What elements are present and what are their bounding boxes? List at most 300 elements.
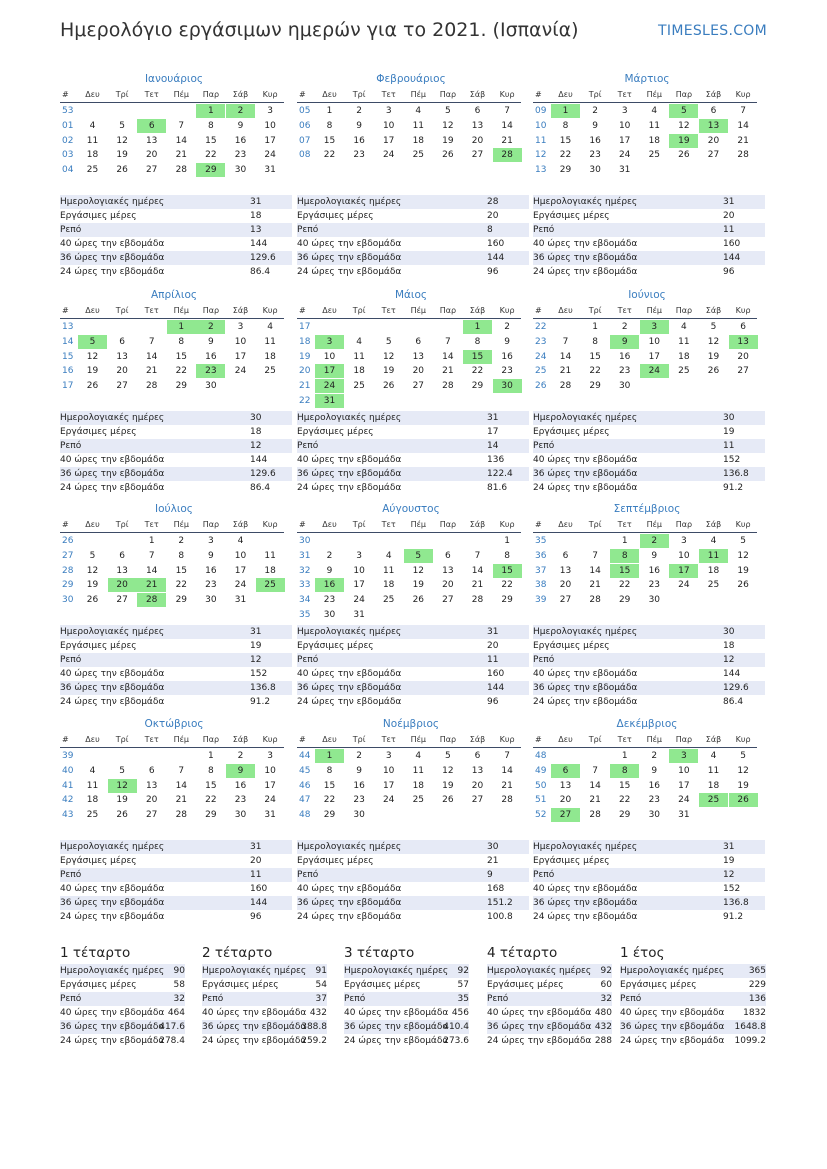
day-cell[interactable]: 18 xyxy=(86,150,99,161)
day-cell[interactable]: 10 xyxy=(353,565,365,576)
day-cell[interactable]: 12 xyxy=(412,565,425,576)
day-cell[interactable]: 18 xyxy=(264,351,276,362)
holiday-day-cell[interactable]: 13 xyxy=(699,119,728,133)
holiday-day-cell[interactable]: 28 xyxy=(493,148,522,162)
holiday-day-cell[interactable]: 15 xyxy=(493,564,522,578)
day-cell[interactable]: 21 xyxy=(737,135,749,146)
day-cell[interactable]: 1 xyxy=(621,751,628,761)
day-cell[interactable]: 5 xyxy=(740,536,746,546)
day-cell[interactable]: 12 xyxy=(737,765,749,776)
day-cell[interactable]: 20 xyxy=(707,135,720,146)
day-cell[interactable]: 31 xyxy=(264,810,276,821)
holiday-day-cell[interactable]: 2 xyxy=(640,534,669,548)
day-cell[interactable]: 6 xyxy=(562,550,569,561)
day-cell[interactable]: 22 xyxy=(175,366,188,377)
day-cell[interactable]: 26 xyxy=(707,366,720,377)
day-cell[interactable]: 19 xyxy=(442,780,454,791)
day-cell[interactable]: 4 xyxy=(651,106,658,116)
day-cell[interactable]: 26 xyxy=(116,810,128,821)
day-cell[interactable]: 28 xyxy=(175,165,188,176)
day-cell[interactable]: 3 xyxy=(385,106,392,116)
day-cell[interactable]: 22 xyxy=(618,580,631,591)
day-cell[interactable]: 18 xyxy=(353,366,365,377)
day-cell[interactable]: 9 xyxy=(651,765,658,776)
day-cell[interactable]: 10 xyxy=(264,120,276,131)
day-cell[interactable]: 12 xyxy=(116,135,128,146)
day-cell[interactable]: 4 xyxy=(415,751,422,761)
day-cell[interactable]: 12 xyxy=(442,765,454,776)
day-cell[interactable]: 6 xyxy=(148,765,155,776)
day-cell[interactable]: 27 xyxy=(471,150,484,161)
day-cell[interactable]: 8 xyxy=(326,765,333,776)
day-cell[interactable]: 30 xyxy=(234,810,247,821)
day-cell[interactable]: 27 xyxy=(442,595,454,606)
day-cell[interactable]: 13 xyxy=(559,780,572,791)
day-cell[interactable]: 11 xyxy=(678,336,690,347)
day-cell[interactable]: 27 xyxy=(412,381,425,392)
day-cell[interactable]: 4 xyxy=(237,536,244,546)
day-cell[interactable]: 6 xyxy=(119,550,125,561)
day-cell[interactable]: 24 xyxy=(234,366,247,377)
day-cell[interactable]: 23 xyxy=(205,580,217,591)
day-cell[interactable]: 30 xyxy=(648,595,661,606)
day-cell[interactable]: 21 xyxy=(442,366,454,377)
holiday-day-cell[interactable]: 6 xyxy=(137,119,166,133)
day-cell[interactable]: 17 xyxy=(234,565,247,576)
day-cell[interactable]: 9 xyxy=(504,336,510,347)
holiday-day-cell[interactable]: 9 xyxy=(226,764,255,778)
day-cell[interactable]: 22 xyxy=(323,150,336,161)
day-cell[interactable]: 31 xyxy=(618,165,631,176)
day-cell[interactable]: 25 xyxy=(412,150,425,161)
day-cell[interactable]: 27 xyxy=(116,595,128,606)
day-cell[interactable]: 5 xyxy=(89,550,96,561)
day-cell[interactable]: 26 xyxy=(412,595,425,606)
day-cell[interactable]: 7 xyxy=(474,550,481,561)
day-cell[interactable]: 23 xyxy=(618,366,631,377)
day-cell[interactable]: 31 xyxy=(234,595,247,606)
day-cell[interactable]: 1 xyxy=(148,536,155,546)
day-cell[interactable]: 22 xyxy=(501,580,513,591)
day-cell[interactable]: 16 xyxy=(501,351,513,362)
day-cell[interactable]: 21 xyxy=(175,150,188,161)
holiday-day-cell[interactable]: 23 xyxy=(196,364,225,378)
day-cell[interactable]: 20 xyxy=(145,150,158,161)
day-cell[interactable]: 10 xyxy=(618,120,631,131)
day-cell[interactable]: 19 xyxy=(707,351,720,362)
day-cell[interactable]: 20 xyxy=(442,580,454,591)
day-cell[interactable]: 30 xyxy=(353,810,365,821)
holiday-day-cell[interactable]: 25 xyxy=(256,578,285,592)
day-cell[interactable]: 17 xyxy=(648,351,661,362)
day-cell[interactable]: 6 xyxy=(119,336,125,347)
day-cell[interactable]: 10 xyxy=(648,336,661,347)
day-cell[interactable]: 9 xyxy=(326,565,333,576)
holiday-day-cell[interactable]: 1 xyxy=(315,749,344,763)
day-cell[interactable]: 30 xyxy=(234,165,247,176)
day-cell[interactable]: 23 xyxy=(589,150,601,161)
day-cell[interactable]: 23 xyxy=(323,595,336,606)
day-cell[interactable]: 8 xyxy=(208,765,214,776)
day-cell[interactable]: 7 xyxy=(740,106,746,116)
day-cell[interactable]: 1 xyxy=(621,536,628,546)
day-cell[interactable]: 3 xyxy=(385,751,392,761)
day-cell[interactable]: 26 xyxy=(86,381,99,392)
day-cell[interactable]: 20 xyxy=(412,366,425,377)
day-cell[interactable]: 25 xyxy=(412,795,425,806)
day-cell[interactable]: 15 xyxy=(175,351,188,362)
day-cell[interactable]: 25 xyxy=(353,381,365,392)
day-cell[interactable]: 21 xyxy=(589,795,601,806)
day-cell[interactable]: 16 xyxy=(353,135,365,146)
day-cell[interactable]: 24 xyxy=(353,595,365,606)
day-cell[interactable]: 3 xyxy=(237,322,244,332)
day-cell[interactable]: 2 xyxy=(504,322,510,332)
day-cell[interactable]: 18 xyxy=(86,795,99,806)
day-cell[interactable]: 3 xyxy=(621,106,628,116)
holiday-day-cell[interactable]: 15 xyxy=(610,564,639,578)
day-cell[interactable]: 26 xyxy=(382,381,395,392)
day-cell[interactable]: 12 xyxy=(442,120,454,131)
day-cell[interactable]: 23 xyxy=(234,795,247,806)
day-cell[interactable]: 11 xyxy=(382,565,395,576)
day-cell[interactable]: 28 xyxy=(442,381,454,392)
day-cell[interactable]: 20 xyxy=(471,135,484,146)
day-cell[interactable]: 21 xyxy=(501,780,513,791)
day-cell[interactable]: 24 xyxy=(678,580,690,591)
day-cell[interactable]: 12 xyxy=(678,120,690,131)
holiday-day-cell[interactable]: 1 xyxy=(551,104,580,118)
day-cell[interactable]: 28 xyxy=(175,810,188,821)
day-cell[interactable]: 9 xyxy=(237,120,244,131)
day-cell[interactable]: 21 xyxy=(145,366,158,377)
day-cell[interactable]: 29 xyxy=(175,595,188,606)
day-cell[interactable]: 14 xyxy=(145,565,158,576)
day-cell[interactable]: 19 xyxy=(86,580,99,591)
day-cell[interactable]: 24 xyxy=(234,580,247,591)
day-cell[interactable]: 1 xyxy=(208,751,214,761)
day-cell[interactable]: 7 xyxy=(592,550,598,561)
day-cell[interactable]: 28 xyxy=(471,595,484,606)
day-cell[interactable]: 27 xyxy=(707,150,720,161)
day-cell[interactable]: 14 xyxy=(589,780,601,791)
day-cell[interactable]: 30 xyxy=(589,165,601,176)
day-cell[interactable]: 19 xyxy=(86,366,99,377)
holiday-day-cell[interactable]: 3 xyxy=(640,320,669,334)
holiday-day-cell[interactable]: 3 xyxy=(315,335,344,349)
holiday-day-cell[interactable]: 19 xyxy=(669,134,698,148)
day-cell[interactable]: 5 xyxy=(119,120,125,131)
day-cell[interactable]: 2 xyxy=(178,536,185,546)
day-cell[interactable]: 28 xyxy=(559,381,572,392)
day-cell[interactable]: 21 xyxy=(175,795,188,806)
day-cell[interactable]: 26 xyxy=(737,580,749,591)
holiday-day-cell[interactable]: 29 xyxy=(196,163,225,177)
day-cell[interactable]: 13 xyxy=(442,565,454,576)
day-cell[interactable]: 13 xyxy=(412,351,425,362)
holiday-day-cell[interactable]: 17 xyxy=(315,364,344,378)
holiday-day-cell[interactable]: 5 xyxy=(78,335,107,349)
day-cell[interactable]: 7 xyxy=(178,120,185,131)
day-cell[interactable]: 20 xyxy=(559,580,572,591)
day-cell[interactable]: 18 xyxy=(264,565,276,576)
day-cell[interactable]: 26 xyxy=(442,795,454,806)
day-cell[interactable]: 10 xyxy=(234,550,247,561)
day-cell[interactable]: 7 xyxy=(445,336,451,347)
day-cell[interactable]: 14 xyxy=(501,120,513,131)
day-cell[interactable]: 19 xyxy=(116,795,128,806)
day-cell[interactable]: 12 xyxy=(86,351,99,362)
day-cell[interactable]: 24 xyxy=(382,795,395,806)
day-cell[interactable]: 31 xyxy=(353,610,365,620)
day-cell[interactable]: 3 xyxy=(681,536,687,546)
day-cell[interactable]: 2 xyxy=(356,106,362,116)
holiday-day-cell[interactable]: 11 xyxy=(699,549,728,563)
day-cell[interactable]: 6 xyxy=(474,106,481,116)
day-cell[interactable]: 22 xyxy=(618,795,631,806)
day-cell[interactable]: 22 xyxy=(205,150,217,161)
day-cell[interactable]: 23 xyxy=(353,150,365,161)
day-cell[interactable]: 14 xyxy=(737,120,749,131)
day-cell[interactable]: 25 xyxy=(264,366,276,377)
day-cell[interactable]: 20 xyxy=(737,351,749,362)
day-cell[interactable]: 2 xyxy=(356,751,362,761)
day-cell[interactable]: 9 xyxy=(208,336,214,347)
day-cell[interactable]: 29 xyxy=(559,165,572,176)
day-cell[interactable]: 11 xyxy=(86,780,99,791)
day-cell[interactable]: 5 xyxy=(740,751,746,761)
day-cell[interactable]: 19 xyxy=(737,780,749,791)
day-cell[interactable]: 26 xyxy=(116,165,128,176)
day-cell[interactable]: 6 xyxy=(740,322,746,332)
day-cell[interactable]: 10 xyxy=(264,765,276,776)
day-cell[interactable]: 27 xyxy=(471,795,484,806)
holiday-day-cell[interactable]: 25 xyxy=(699,793,728,807)
holiday-day-cell[interactable]: 8 xyxy=(610,549,639,563)
day-cell[interactable]: 17 xyxy=(234,351,247,362)
day-cell[interactable]: 10 xyxy=(678,765,690,776)
holiday-day-cell[interactable]: 1 xyxy=(463,320,492,334)
holiday-day-cell[interactable]: 5 xyxy=(404,549,433,563)
day-cell[interactable]: 18 xyxy=(382,580,395,591)
day-cell[interactable]: 16 xyxy=(648,565,661,576)
day-cell[interactable]: 2 xyxy=(621,322,628,332)
day-cell[interactable]: 1 xyxy=(592,322,598,332)
day-cell[interactable]: 24 xyxy=(678,795,690,806)
day-cell[interactable]: 26 xyxy=(86,595,99,606)
day-cell[interactable]: 16 xyxy=(234,780,247,791)
day-cell[interactable]: 4 xyxy=(415,106,422,116)
holiday-day-cell[interactable]: 27 xyxy=(551,808,580,822)
day-cell[interactable]: 14 xyxy=(175,135,188,146)
day-cell[interactable]: 17 xyxy=(678,780,690,791)
holiday-day-cell[interactable]: 20 xyxy=(108,578,137,592)
day-cell[interactable]: 5 xyxy=(710,322,717,332)
day-cell[interactable]: 10 xyxy=(382,765,395,776)
day-cell[interactable]: 8 xyxy=(326,120,333,131)
day-cell[interactable]: 29 xyxy=(618,595,631,606)
day-cell[interactable]: 30 xyxy=(323,610,336,620)
day-cell[interactable]: 12 xyxy=(382,351,395,362)
holiday-day-cell[interactable]: 8 xyxy=(610,764,639,778)
day-cell[interactable]: 9 xyxy=(356,765,362,776)
day-cell[interactable]: 28 xyxy=(589,810,601,821)
day-cell[interactable]: 14 xyxy=(589,565,601,576)
day-cell[interactable]: 4 xyxy=(710,536,717,546)
day-cell[interactable]: 2 xyxy=(592,106,598,116)
holiday-day-cell[interactable]: 5 xyxy=(669,104,698,118)
day-cell[interactable]: 15 xyxy=(618,780,631,791)
day-cell[interactable]: 24 xyxy=(618,150,631,161)
day-cell[interactable]: 7 xyxy=(148,336,155,347)
day-cell[interactable]: 14 xyxy=(442,351,454,362)
day-cell[interactable]: 8 xyxy=(504,550,510,561)
day-cell[interactable]: 31 xyxy=(264,165,276,176)
day-cell[interactable]: 28 xyxy=(145,381,158,392)
day-cell[interactable]: 18 xyxy=(707,780,720,791)
day-cell[interactable]: 5 xyxy=(445,106,451,116)
day-cell[interactable]: 21 xyxy=(589,580,601,591)
day-cell[interactable]: 13 xyxy=(145,135,158,146)
day-cell[interactable]: 27 xyxy=(145,810,158,821)
day-cell[interactable]: 14 xyxy=(501,765,513,776)
day-cell[interactable]: 22 xyxy=(559,150,572,161)
holiday-day-cell[interactable]: 24 xyxy=(315,379,344,393)
day-cell[interactable]: 20 xyxy=(471,780,484,791)
day-cell[interactable]: 22 xyxy=(589,366,601,377)
day-cell[interactable]: 17 xyxy=(353,580,365,591)
day-cell[interactable]: 21 xyxy=(559,366,572,377)
day-cell[interactable]: 29 xyxy=(501,595,513,606)
day-cell[interactable]: 5 xyxy=(385,336,392,347)
day-cell[interactable]: 4 xyxy=(356,336,362,347)
holiday-day-cell[interactable]: 1 xyxy=(196,104,225,118)
day-cell[interactable]: 16 xyxy=(205,351,217,362)
day-cell[interactable]: 15 xyxy=(323,135,336,146)
day-cell[interactable]: 29 xyxy=(471,381,484,392)
day-cell[interactable]: 11 xyxy=(707,765,720,776)
day-cell[interactable]: 23 xyxy=(501,366,513,377)
day-cell[interactable]: 11 xyxy=(86,135,99,146)
day-cell[interactable]: 27 xyxy=(737,366,749,377)
day-cell[interactable]: 11 xyxy=(353,351,365,362)
day-cell[interactable]: 28 xyxy=(737,150,749,161)
holiday-day-cell[interactable]: 28 xyxy=(137,593,166,607)
day-cell[interactable]: 13 xyxy=(471,120,484,131)
day-cell[interactable]: 16 xyxy=(205,565,217,576)
day-cell[interactable]: 30 xyxy=(205,381,217,392)
day-cell[interactable]: 17 xyxy=(618,135,631,146)
day-cell[interactable]: 25 xyxy=(86,165,99,176)
day-cell[interactable]: 8 xyxy=(208,120,214,131)
day-cell[interactable]: 16 xyxy=(618,351,631,362)
day-cell[interactable]: 15 xyxy=(175,565,188,576)
holiday-day-cell[interactable]: 21 xyxy=(137,578,166,592)
day-cell[interactable]: 2 xyxy=(237,751,244,761)
day-cell[interactable]: 31 xyxy=(678,810,690,821)
day-cell[interactable]: 19 xyxy=(737,565,749,576)
day-cell[interactable]: 23 xyxy=(648,580,661,591)
day-cell[interactable]: 4 xyxy=(89,765,96,776)
day-cell[interactable]: 13 xyxy=(471,765,484,776)
day-cell[interactable]: 7 xyxy=(562,336,569,347)
day-cell[interactable]: 7 xyxy=(504,106,510,116)
day-cell[interactable]: 29 xyxy=(323,810,336,821)
day-cell[interactable]: 11 xyxy=(412,120,425,131)
day-cell[interactable]: 7 xyxy=(504,751,510,761)
day-cell[interactable]: 8 xyxy=(178,550,185,561)
day-cell[interactable]: 12 xyxy=(737,550,749,561)
day-cell[interactable]: 12 xyxy=(707,336,720,347)
day-cell[interactable]: 4 xyxy=(89,120,96,131)
day-cell[interactable]: 14 xyxy=(145,351,158,362)
day-cell[interactable]: 13 xyxy=(145,780,158,791)
day-cell[interactable]: 6 xyxy=(710,106,717,116)
day-cell[interactable]: 18 xyxy=(678,351,690,362)
day-cell[interactable]: 20 xyxy=(145,795,158,806)
day-cell[interactable]: 23 xyxy=(353,795,365,806)
day-cell[interactable]: 29 xyxy=(205,810,217,821)
day-cell[interactable]: 18 xyxy=(412,135,425,146)
day-cell[interactable]: 16 xyxy=(234,135,247,146)
day-cell[interactable]: 3 xyxy=(267,106,273,116)
day-cell[interactable]: 6 xyxy=(474,751,481,761)
day-cell[interactable]: 30 xyxy=(648,810,661,821)
holiday-day-cell[interactable]: 31 xyxy=(315,394,344,408)
day-cell[interactable]: 17 xyxy=(264,780,276,791)
holiday-day-cell[interactable]: 9 xyxy=(610,335,639,349)
holiday-day-cell[interactable]: 15 xyxy=(463,350,492,364)
day-cell[interactable]: 7 xyxy=(592,765,598,776)
day-cell[interactable]: 2 xyxy=(651,751,658,761)
day-cell[interactable]: 28 xyxy=(589,595,601,606)
day-cell[interactable]: 6 xyxy=(445,550,451,561)
day-cell[interactable]: 20 xyxy=(116,366,128,377)
day-cell[interactable]: 1 xyxy=(326,106,333,116)
holiday-day-cell[interactable]: 1 xyxy=(167,320,196,334)
day-cell[interactable]: 10 xyxy=(382,120,395,131)
day-cell[interactable]: 27 xyxy=(116,381,128,392)
day-cell[interactable]: 21 xyxy=(471,580,484,591)
day-cell[interactable]: 6 xyxy=(415,336,422,347)
holiday-day-cell[interactable]: 17 xyxy=(669,564,698,578)
holiday-day-cell[interactable]: 2 xyxy=(196,320,225,334)
day-cell[interactable]: 28 xyxy=(501,795,513,806)
day-cell[interactable]: 7 xyxy=(178,765,185,776)
day-cell[interactable]: 13 xyxy=(116,565,128,576)
day-cell[interactable]: 24 xyxy=(264,150,276,161)
day-cell[interactable]: 18 xyxy=(412,780,425,791)
holiday-day-cell[interactable]: 16 xyxy=(315,578,344,592)
day-cell[interactable]: 25 xyxy=(707,580,720,591)
holiday-day-cell[interactable]: 6 xyxy=(551,764,580,778)
holiday-day-cell[interactable]: 24 xyxy=(640,364,669,378)
day-cell[interactable]: 10 xyxy=(234,336,247,347)
day-cell[interactable]: 11 xyxy=(412,765,425,776)
holiday-day-cell[interactable]: 12 xyxy=(108,779,137,793)
day-cell[interactable]: 16 xyxy=(353,780,365,791)
holiday-day-cell[interactable]: 26 xyxy=(729,793,758,807)
day-cell[interactable]: 2 xyxy=(326,550,333,561)
day-cell[interactable]: 3 xyxy=(267,751,273,761)
day-cell[interactable]: 4 xyxy=(710,751,717,761)
day-cell[interactable]: 9 xyxy=(651,550,658,561)
day-cell[interactable]: 18 xyxy=(648,135,661,146)
day-cell[interactable]: 16 xyxy=(648,780,661,791)
day-cell[interactable]: 27 xyxy=(145,165,158,176)
day-cell[interactable]: 22 xyxy=(323,795,336,806)
day-cell[interactable]: 8 xyxy=(474,336,481,347)
